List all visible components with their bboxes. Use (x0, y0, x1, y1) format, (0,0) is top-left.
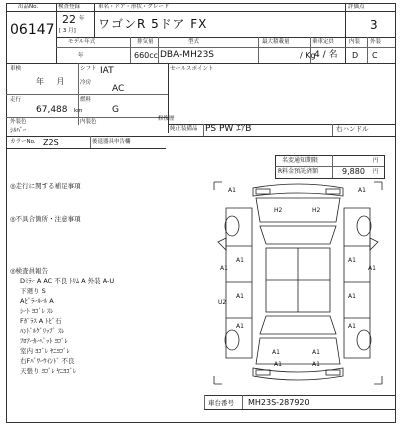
equipment-label: 純正装備品 (170, 126, 198, 132)
inspector-note-line: ﾌﾛｱｰｶｰﾍﾟｯﾄ ﾖｺﾞﾚ (20, 337, 68, 345)
interior-label: 内装 (349, 39, 361, 45)
year: 22 (62, 13, 76, 26)
damage-mark: A1 (274, 361, 282, 368)
tax-refund-value: 9,880 (342, 167, 365, 176)
cooler-label: 冷房 (80, 80, 92, 86)
inspect-label: 検査登録 (58, 4, 81, 10)
lot-label: 出品No. (18, 4, 39, 10)
damage-mark: H2 (274, 207, 283, 214)
damage-mark: A1 (312, 349, 320, 356)
damage-mark: A1 (312, 361, 320, 368)
damage-mark: A1 (236, 323, 244, 330)
load-label: 最大積載量 (262, 39, 290, 45)
damage-mark: A1 (220, 265, 228, 272)
inspector-note-line: Fｶﾞﾗｽ A ﾄﾋﾞ石 (20, 317, 62, 325)
tax-refund-label: R料金預託済額 (278, 168, 319, 175)
inspector-note-line: ｼｰﾄ ﾖｺﾞﾚ ｽﾚ (20, 307, 54, 315)
tax-yen-2: 円 (373, 169, 379, 175)
inspector-note-line: Aﾋﾟﾗｰﾙｰﾙ A (20, 297, 54, 305)
defect-notes-heading: ◎不具合箇所・注意事項 (10, 215, 81, 223)
mileage-value: 67,488 (36, 105, 68, 115)
color-no-label: カラーNo. (10, 139, 36, 145)
damage-mark: A1 (348, 257, 356, 264)
inspection-value: 年 月 (36, 77, 65, 86)
exterior-label: 外装 (370, 39, 382, 45)
equipment-value: PS PW ｴｱB (205, 124, 252, 134)
inspector-note-line: 室内 ﾖｺﾞﾚ ﾔﾆﾖｺﾞﾚ (20, 347, 70, 355)
inspector-notes (20, 276, 114, 376)
lot-number: 06147 (10, 22, 55, 38)
damage-mark: U2 (218, 299, 227, 306)
history-label: 修復歴 (158, 116, 175, 122)
damage-mark: A1 (236, 293, 244, 300)
fuel-value: G (112, 105, 119, 115)
score-label: 評価点 (348, 4, 365, 10)
load-unit: / Kg (300, 51, 316, 60)
chassis-number: MH23S-287920 (248, 398, 310, 407)
damage-mark: H2 (312, 207, 321, 214)
damage-mark: A1 (368, 265, 376, 272)
inspector-note-line: ﾊﾝﾄﾞﾙｸﾞﾘｯﾌﾟ ｽﾚ (20, 327, 65, 335)
damage-mark: A1 (228, 187, 236, 194)
car-name-label: 車名・ドア・形状・グレード (98, 4, 170, 10)
damage-mark: A1 (348, 323, 356, 330)
color-no-value: Z2S (43, 138, 59, 147)
car-damage-diagram (208, 178, 388, 388)
damage-mark: A1 (272, 349, 280, 356)
tax-yen-1: 円 (373, 158, 379, 164)
fuel-label: 燃料 (80, 97, 92, 103)
inspector-note-line: 天張り ﾖｺﾞﾚ ﾔﾆﾖｺﾞﾚ (20, 367, 77, 375)
cooler-value: AC (112, 84, 125, 94)
year-unit: 年 (79, 16, 85, 22)
interior-color-label: 内装色 (80, 119, 97, 125)
score-value: 3 (370, 18, 378, 32)
capacity-label: 乗車定員 (312, 39, 335, 45)
driving-notes-heading: ◎走行に関する補足事項 (10, 182, 81, 190)
type-label: 型式 (188, 39, 200, 45)
inspector-note-line: 下廻り S (20, 287, 46, 295)
damage-mark: A1 (358, 187, 366, 194)
tax-month-label: 名変通知期限 (282, 157, 319, 164)
steering-value: 右ハンドル (336, 125, 369, 133)
inspector-note-line: Dﾐﾗｰ A AC 不良 ﾄﾘﾑ A 外装 A-U (20, 277, 115, 285)
chassis-label: 車台番号 (208, 399, 234, 407)
exterior-color-value: ｼﾙﾊﾞｰ (10, 126, 27, 134)
model-unit: 年 (78, 53, 84, 59)
renewal-label: 後退器具申告欄 (92, 139, 131, 145)
shift-value: IAT (100, 66, 114, 76)
displacement-label: 排気量 (137, 39, 154, 45)
damage-mark: A1 (348, 293, 356, 300)
capacity-value: 4 / 名 (314, 50, 338, 60)
type-value: DBA-MH23S (160, 50, 215, 60)
sales-point-label: セールスポイント (170, 66, 214, 72)
exterior-color-label: 外装色 (10, 119, 27, 125)
model-label: モデル年式 (68, 39, 96, 45)
interior-value: D (352, 51, 359, 60)
exterior-value: C (372, 51, 378, 60)
damage-mark: A1 (236, 257, 244, 264)
inspection-label: 車検 (10, 66, 22, 72)
month: [ 3 月] (59, 28, 76, 34)
inspector-note-line: 右Fﾊﾟﾜｰｳｲﾝﾄﾞ 不良 (20, 357, 75, 365)
displacement-value: 660cc (134, 51, 159, 60)
car-name: ワゴンR 5ドア FX (98, 17, 208, 31)
inspector-report-heading: ◎検査員報告 (10, 267, 49, 275)
mileage-label: 走行 (10, 97, 22, 103)
mileage-unit: km (74, 108, 83, 114)
shift-label: シフト (80, 66, 97, 72)
